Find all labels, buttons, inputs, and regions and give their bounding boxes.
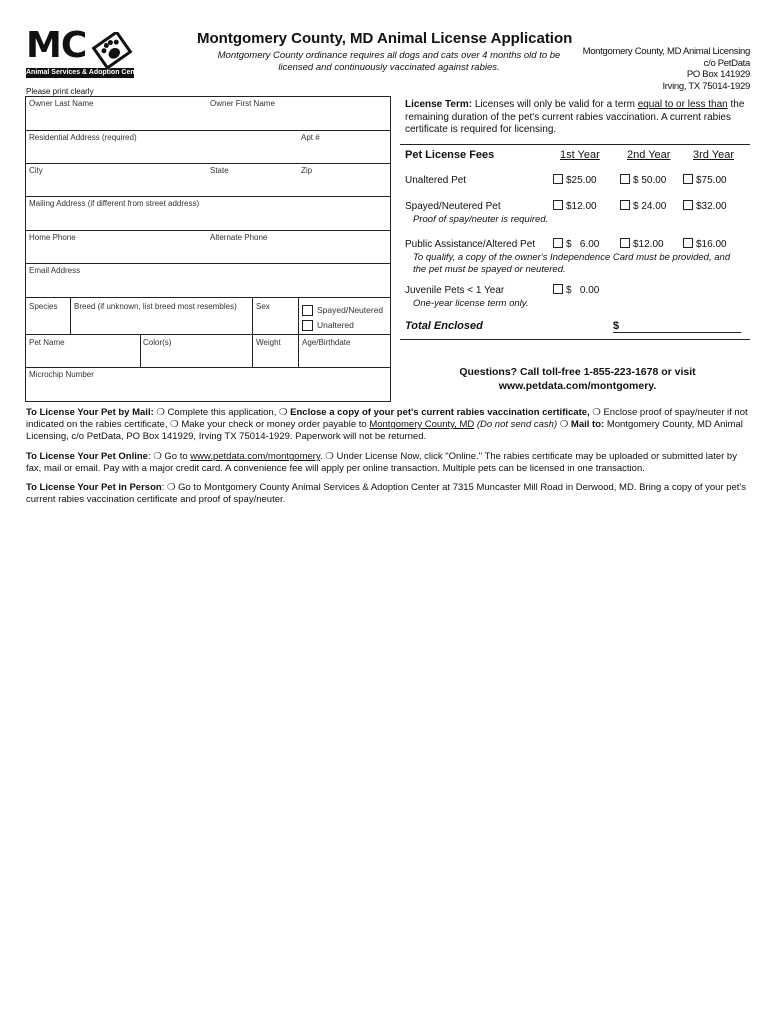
questions-link[interactable]: www.petdata.com/montgomery. xyxy=(498,380,657,392)
mail-step: Make your check or money order payable to xyxy=(178,419,370,430)
assistance-fee-3[interactable] xyxy=(683,238,727,250)
alternate-phone-label: Alternate Phone xyxy=(210,233,268,242)
online-instructions xyxy=(26,451,748,475)
mail-step: Mail to: xyxy=(568,419,605,430)
unaltered-fee-label: Unaltered Pet xyxy=(405,175,467,186)
application-form xyxy=(25,96,391,402)
no-cash-note: (Do not send cash) xyxy=(476,419,558,430)
mailing-address xyxy=(583,46,750,92)
address-line: PO Box 141929 xyxy=(686,69,750,80)
fee-amount: $ 6.00 xyxy=(566,239,600,250)
mail-step: Enclose proof of spay/neuter if not indicated on the rabies certificate, xyxy=(26,407,748,430)
assistance-fee-label: Public Assistance/Altered Pet xyxy=(405,239,536,250)
mail-step: Enclose a copy of your pet's current rabies vaccination certificate, xyxy=(287,407,593,418)
in-person-label: To License Your Pet in Person xyxy=(26,482,162,493)
checkbox-icon[interactable] xyxy=(553,238,563,248)
print-note: Please print clearly xyxy=(26,87,94,96)
city-label: City xyxy=(29,166,43,175)
spayed-checkbox[interactable] xyxy=(302,305,313,316)
bullet-icon: ❍ xyxy=(170,419,179,430)
fees-title: Pet License Fees xyxy=(405,149,495,161)
bullet-icon: ❍ xyxy=(166,482,176,493)
owner-first-name-label: Owner First Name xyxy=(210,99,275,108)
year-3-header: 3rd Year xyxy=(693,149,734,161)
assistance-fee-2[interactable] xyxy=(620,238,664,250)
city-state-zip-field[interactable] xyxy=(26,164,390,196)
email-label: Email Address xyxy=(29,266,81,275)
assistance-fee-1[interactable] xyxy=(553,238,599,250)
checkbox-icon[interactable] xyxy=(620,200,630,210)
fee-amount: $ 24.00 xyxy=(633,201,667,212)
zip-label: Zip xyxy=(301,166,313,175)
logo-text: MC xyxy=(26,25,87,66)
juvenile-fee-note: One-year license term only. xyxy=(413,298,529,309)
bullet-icon: ❍ xyxy=(325,451,334,462)
address-line: c/o PetData xyxy=(703,57,750,69)
home-phone-label: Home Phone xyxy=(29,233,76,242)
microchip-field[interactable] xyxy=(26,368,390,401)
pet-name-label: Pet Name xyxy=(29,338,65,347)
sex-label: Sex xyxy=(256,302,270,311)
unaltered-option-label: Unaltered xyxy=(317,320,354,330)
in-person-step: Go to Montgomery County Animal Services & Adoption Center at 7315 Muncaster Mill Road in Derwood, MD. Bring a copy of your pet's current rabies vaccination certificate and proof of spay/neuter. xyxy=(26,482,746,505)
license-term-text: the remaining duration of the pet's current rabies vaccination. A current rabies certificate is required for licensing. xyxy=(405,99,745,135)
checkbox-icon[interactable] xyxy=(620,238,630,248)
fee-amount: $32.00 xyxy=(696,201,727,212)
year-2-header: 2nd Year xyxy=(627,149,671,161)
checkbox-icon[interactable] xyxy=(683,238,693,248)
in-person-sep: : xyxy=(161,482,167,493)
fee-amount: $25.00 xyxy=(566,175,597,186)
bullet-icon: ❍ xyxy=(153,451,162,462)
unaltered-fee-2[interactable] xyxy=(620,174,666,186)
checkbox-icon[interactable] xyxy=(553,284,563,294)
unaltered-option[interactable] xyxy=(302,320,354,331)
fee-amount: $ 50.00 xyxy=(633,175,667,186)
email-field[interactable] xyxy=(26,264,390,297)
unaltered-checkbox[interactable] xyxy=(302,320,313,331)
page-title: Montgomery County, MD Animal License Application xyxy=(197,30,573,47)
bullet-icon: ❍ xyxy=(156,407,165,418)
residential-address-label: Residential Address (required) xyxy=(29,133,137,142)
age-label: Age/Birthdate xyxy=(302,338,351,347)
apt-label: Apt # xyxy=(301,133,320,142)
mailing-address-label: Mailing Address (if different from street address) xyxy=(29,199,200,208)
mail-address-text: Montgomery County, MD Animal Licensing, c/o PetData, PO Box 141929, Irving TX 75014-1929. Paperwork will not be returned. xyxy=(26,419,743,442)
owner-name-field[interactable] xyxy=(26,97,390,130)
checkbox-icon[interactable] xyxy=(620,174,630,184)
paw-logo-icon xyxy=(90,32,134,68)
unaltered-fee-3[interactable] xyxy=(683,174,727,186)
online-link[interactable]: www.petdata.com/montgomery xyxy=(190,451,320,462)
payee-name: Montgomery County, MD xyxy=(369,419,475,430)
online-step: Go to xyxy=(161,451,191,462)
online-label: To License Your Pet Online xyxy=(26,451,148,462)
fee-amount: $16.00 xyxy=(696,239,727,250)
checkbox-icon[interactable] xyxy=(553,174,563,184)
total-enclosed-label: Total Enclosed xyxy=(405,320,483,332)
juvenile-fee[interactable] xyxy=(553,284,599,296)
license-term-text: Licenses will only be valid for a term xyxy=(472,99,638,110)
total-enclosed-field[interactable]: $ xyxy=(613,320,741,333)
unaltered-fee-1[interactable] xyxy=(553,174,597,186)
checkbox-icon[interactable] xyxy=(683,174,693,184)
bullet-icon: ❍ xyxy=(592,407,601,418)
assistance-fee-note: To qualify, a copy of the owner's Independence Card must be provided, and the pet must be spayed or neutered. xyxy=(413,252,731,275)
address-line: Irving, TX 75014-1929 xyxy=(662,80,750,92)
species-label: Species xyxy=(29,302,58,311)
mailing-address-field[interactable] xyxy=(26,197,390,230)
checkbox-icon[interactable] xyxy=(553,200,563,210)
fee-amount: $75.00 xyxy=(696,175,727,186)
license-term xyxy=(405,99,750,137)
bullet-icon: ❍ xyxy=(559,419,569,430)
page-subtitle: Montgomery County ordinance requires all dogs and cats over 4 months old to be licensed and continuously vaccinated against rabies. xyxy=(217,50,561,73)
license-term-label: License Term: xyxy=(405,99,473,110)
year-1-header: 1st Year xyxy=(560,149,600,161)
online-sep: . xyxy=(320,451,326,462)
fee-amount: $12.00 xyxy=(633,239,664,250)
online-sep: : xyxy=(147,451,154,462)
address-line: Montgomery County, MD Animal Licensing xyxy=(582,46,750,57)
juvenile-fee-label: Juvenile Pets < 1 Year xyxy=(405,285,505,296)
questions-text xyxy=(405,365,750,393)
logo-tagline: Animal Services & Adoption Center xyxy=(26,69,144,76)
spayed-fee-3[interactable] xyxy=(683,200,727,212)
in-person-instructions xyxy=(26,482,748,506)
county-logo xyxy=(26,25,144,78)
mail-instructions xyxy=(26,407,748,443)
mail-label: To License Your Pet by Mail: xyxy=(26,407,154,418)
spayed-fee-label: Spayed/Neutered Pet xyxy=(405,201,501,212)
fee-amount: $ 0.00 xyxy=(566,285,600,296)
spayed-option-label: Spayed/Neutered xyxy=(317,305,384,315)
weight-label: Weight xyxy=(256,338,281,347)
license-term-emphasis: equal to or less than xyxy=(637,99,728,110)
mail-step: Complete this application, xyxy=(164,407,279,418)
colors-label: Color(s) xyxy=(143,338,172,347)
owner-last-name-label: Owner Last Name xyxy=(29,99,94,108)
fee-amount: $12.00 xyxy=(566,201,597,212)
spayed-fee-note: Proof of spay/neuter is required. xyxy=(413,214,549,225)
spayed-fee-1[interactable] xyxy=(553,200,597,212)
residential-address-field[interactable] xyxy=(26,131,390,163)
license-info xyxy=(405,99,750,392)
questions-line: Questions? Call toll-free 1-855-223-1678 or visit xyxy=(459,366,696,378)
spayed-neutered-option[interactable] xyxy=(302,305,383,316)
bullet-icon: ❍ xyxy=(278,407,288,418)
checkbox-icon[interactable] xyxy=(683,200,693,210)
spayed-fee-2[interactable] xyxy=(620,200,666,212)
state-label: State xyxy=(210,166,229,175)
breed-label: Breed (if unknown, list breed most resembles) xyxy=(74,302,237,311)
phone-field[interactable] xyxy=(26,231,390,263)
online-step: Under License Now, click "Online." The rabies certificate may be uploaded or submitted later by fax, mail or email. Pay with a major credit card. A convenience fee will apply per online transaction. Multiple pets can be licensed in one transaction. xyxy=(26,451,737,474)
microchip-label: Microchip Number xyxy=(29,370,94,379)
